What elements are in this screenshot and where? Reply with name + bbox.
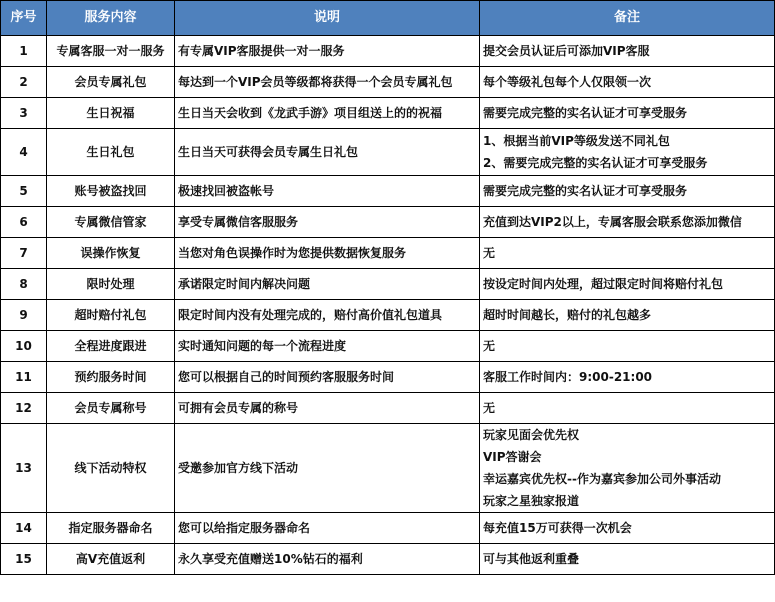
- table-body: [1, 36, 775, 575]
- cell-no: 11: [1, 362, 47, 393]
- note-line: 1、根据当前VIP等级发送不同礼包: [483, 134, 670, 148]
- table-row: [1, 207, 775, 238]
- cell-note: [480, 300, 775, 331]
- cell-service: 生日礼包: [47, 129, 175, 176]
- cell-no: 12: [1, 393, 47, 424]
- note-line: 需要完成完整的实名认证才可享受服务: [483, 184, 688, 198]
- cell-note: [480, 129, 775, 176]
- cell-note: [480, 238, 775, 269]
- cell-service: 指定服务器命名: [47, 513, 175, 544]
- cell-description: 极速找回被盗帐号: [175, 176, 480, 207]
- cell-note: [480, 176, 775, 207]
- table-row: [1, 362, 775, 393]
- note-line: 需要完成完整的实名认证才可享受服务: [483, 106, 688, 120]
- cell-service: 会员专属称号: [47, 393, 175, 424]
- note-line: 充值到达VIP2以上，专属客服会联系您添加微信: [483, 215, 742, 229]
- cell-no: 13: [1, 424, 47, 513]
- header-no: 序号: [1, 1, 47, 36]
- cell-no: 4: [1, 129, 47, 176]
- cell-description: 享受专属微信客服服务: [175, 207, 480, 238]
- cell-no: 5: [1, 176, 47, 207]
- table-row: [1, 331, 775, 362]
- table-row: [1, 393, 775, 424]
- cell-description: 每达到一个VIP会员等级都将获得一个会员专属礼包: [175, 67, 480, 98]
- cell-description: 您可以根据自己的时间预约客服服务时间: [175, 362, 480, 393]
- note-line: 2、需要完成完整的实名认证才可享受服务: [483, 156, 708, 170]
- table-row: [1, 513, 775, 544]
- cell-service: 专属客服一对一服务: [47, 36, 175, 67]
- cell-description: 可拥有会员专属的称号: [175, 393, 480, 424]
- note-line: 无: [483, 401, 496, 415]
- note-line: 玩家之星独家报道: [483, 494, 580, 508]
- cell-no: 10: [1, 331, 47, 362]
- cell-no: 8: [1, 269, 47, 300]
- cell-no: 15: [1, 544, 47, 575]
- table-row: [1, 129, 775, 176]
- note-line: 可与其他返利重叠: [483, 552, 580, 566]
- cell-description: 生日当天可获得会员专属生日礼包: [175, 129, 480, 176]
- table-row: [1, 67, 775, 98]
- table-row: [1, 424, 775, 513]
- note-line: 每充值15万可获得一次机会: [483, 521, 632, 535]
- cell-note: [480, 269, 775, 300]
- cell-description: 您可以给指定服务器命名: [175, 513, 480, 544]
- header-service: 服务内容: [47, 1, 175, 36]
- cell-service: 账号被盗找回: [47, 176, 175, 207]
- cell-note: [480, 67, 775, 98]
- note-line: 每个等级礼包每个人仅限领一次: [483, 75, 652, 89]
- cell-service: 预约服务时间: [47, 362, 175, 393]
- cell-service: 专属微信管家: [47, 207, 175, 238]
- cell-description: 受邀参加官方线下活动: [175, 424, 480, 513]
- note-line: VIP答谢会: [483, 450, 542, 464]
- cell-note: [480, 331, 775, 362]
- table-row: [1, 300, 775, 331]
- cell-no: 3: [1, 98, 47, 129]
- note-line: 幸运嘉宾优先权--作为嘉宾参加公司外事活动: [483, 472, 721, 486]
- cell-note: [480, 513, 775, 544]
- cell-no: 14: [1, 513, 47, 544]
- cell-description: 当您对角色误操作时为您提供数据恢复服务: [175, 238, 480, 269]
- cell-note: [480, 36, 775, 67]
- cell-service: 会员专属礼包: [47, 67, 175, 98]
- note-line: 提交会员认证后可添加VIP客服: [483, 44, 650, 58]
- cell-no: 2: [1, 67, 47, 98]
- table-row: [1, 544, 775, 575]
- cell-description: 生日当天会收到《龙武手游》项目组送上的的祝福: [175, 98, 480, 129]
- cell-service: 全程进度跟进: [47, 331, 175, 362]
- cell-description: 永久享受充值赠送10%钻石的福利: [175, 544, 480, 575]
- note-line: 玩家见面会优先权: [483, 428, 580, 442]
- cell-note: [480, 362, 775, 393]
- note-line: 超时时间越长，赔付的礼包越多: [483, 308, 652, 322]
- table-row: [1, 98, 775, 129]
- table-row: [1, 176, 775, 207]
- cell-note: [480, 98, 775, 129]
- cell-no: 7: [1, 238, 47, 269]
- cell-no: 9: [1, 300, 47, 331]
- cell-service: 线下活动特权: [47, 424, 175, 513]
- cell-service: 超时赔付礼包: [47, 300, 175, 331]
- header-description: 说明: [175, 1, 480, 36]
- table-row: [1, 36, 775, 67]
- cell-no: 1: [1, 36, 47, 67]
- cell-description: 承诺限定时间内解决问题: [175, 269, 480, 300]
- cell-description: 限定时间内没有处理完成的，赔付高价值礼包道具: [175, 300, 480, 331]
- note-line: 无: [483, 339, 496, 353]
- table-row: [1, 269, 775, 300]
- cell-note: [480, 393, 775, 424]
- cell-description: 有专属VIP客服提供一对一服务: [175, 36, 480, 67]
- cell-description: 实时通知问题的每一个流程进度: [175, 331, 480, 362]
- table-header-row: [1, 1, 775, 36]
- cell-note: [480, 424, 775, 513]
- cell-note: [480, 207, 775, 238]
- note-line: 按设定时间内处理，超过限定时间将赔付礼包: [483, 277, 724, 291]
- cell-service: 误操作恢复: [47, 238, 175, 269]
- header-note: 备注: [480, 1, 775, 36]
- cell-note: [480, 544, 775, 575]
- table-row: [1, 238, 775, 269]
- cell-service: 限时处理: [47, 269, 175, 300]
- cell-no: 6: [1, 207, 47, 238]
- cell-service: 高V充值返利: [47, 544, 175, 575]
- cell-service: 生日祝福: [47, 98, 175, 129]
- note-line: 无: [483, 246, 496, 260]
- note-line: 客服工作时间内：9:00-21:00: [483, 370, 653, 384]
